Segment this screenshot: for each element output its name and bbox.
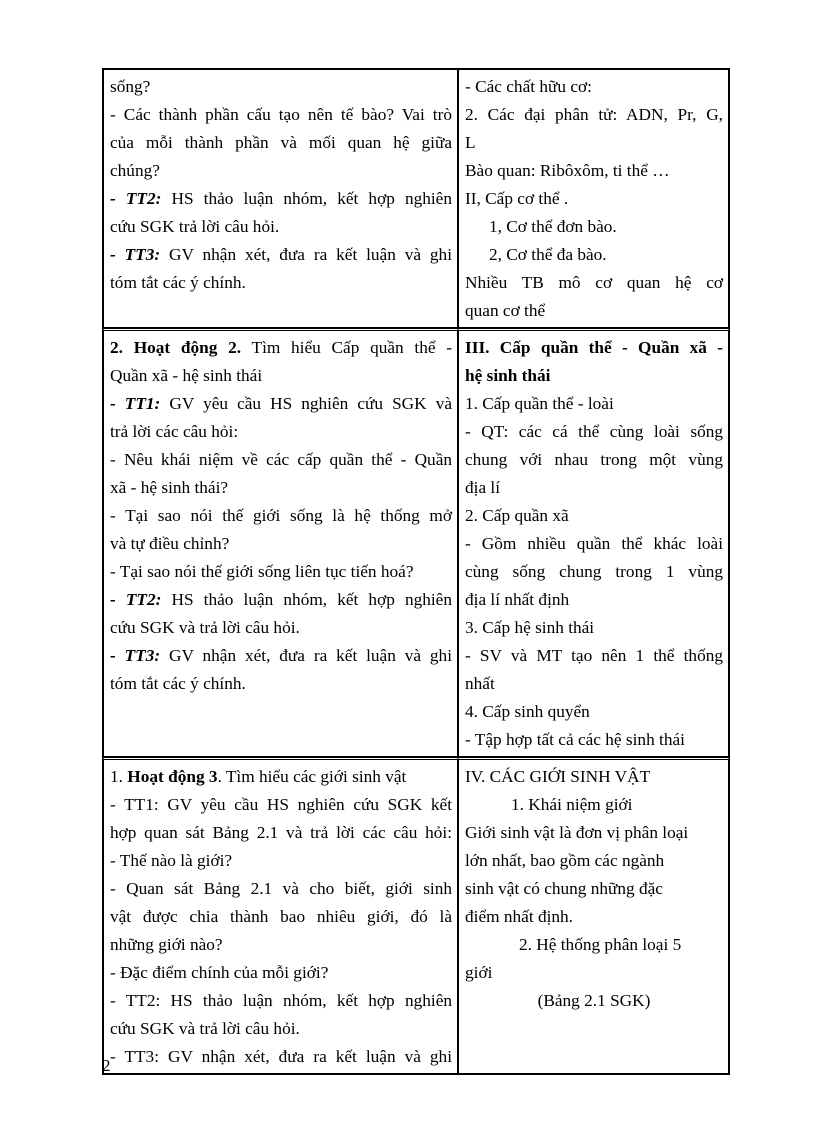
text-line [110,390,452,418]
step-text: GV nhận xét, đưa ra kết luận và ghi [160,245,452,264]
lesson-plan-table [102,68,730,1075]
text-line: - Đặc điểm chính của mỗi giới? [110,963,329,982]
text-line: - Nêu khái niệm về các cấp quần thể - Quần [110,450,452,469]
text-line: hợp quan sát Bảng 2.1 và trả lời các câu hỏi: [110,823,452,842]
content-cell [458,328,729,757]
text-line: 1. Khái niệm giới [511,795,633,814]
step-label: - TT2: [110,590,162,609]
text-line: địa lí nhất định [465,590,570,609]
text-line: - QT: các cá thể cùng loài sống [465,422,723,441]
activity-cell [103,328,458,757]
table-row [103,69,729,328]
text-line: - Quan sát Bảng 2.1 và cho biết, giới sinh [110,879,452,898]
text-line: 3. Cấp hệ sinh thái [465,618,595,637]
text-line: II, Cấp cơ thể . [465,189,569,208]
text-line: chúng? [110,161,160,180]
text-line: lớn nhất, bao gồm các ngành [465,851,665,870]
text-line: sinh vật có chung những đặc [465,879,663,898]
text-line: cứu SGK trả lời câu hỏi. [110,217,280,236]
text-line: chung với nhau trong một vùng [465,450,723,469]
text-line: trả lời các câu hỏi: [110,422,239,441]
text-line: cứu SGK và trả lời câu hỏi. [110,618,300,637]
text-line: điểm nhất định. [465,907,573,926]
step-text: GV nhận xét, đưa ra kết luận và ghi [160,646,452,665]
content-cell [458,757,729,1074]
text-line: - TT3: GV nhận xét, đưa ra kết luận và ghi [110,1047,452,1066]
text-line: vật được chia thành bao nhiêu giới, đó là [110,907,452,926]
text-line: tóm tắt các ý chính. [110,674,246,693]
text-line: - Tại sao nói thế giới sống liên tục tiến hoá? [110,562,414,581]
step-label: - TT1: [110,394,161,413]
text-line: Nhiều TB mô cơ quan hệ cơ [465,273,723,292]
activity-number: 1. [110,767,128,786]
table-row [103,328,729,757]
text-line: - TT2: HS thảo luận nhóm, kết hợp nghiên [110,991,452,1010]
text-line: những giới nào? [110,935,223,954]
text-line: - Tại sao nói thế giới sống là hệ thống mở [110,506,452,525]
text-line [110,642,452,670]
step-label: - TT3: [110,245,161,264]
text-line: tóm tắt các ý chính. [110,273,246,292]
section-heading: III. Cấp quần thể - Quần xã - [465,338,723,357]
text-line: (Bảng 2.1 SGK) [537,991,651,1010]
step-label: - TT3: [110,646,161,665]
text-line: cứu SGK và trả lời câu hỏi. [110,1019,300,1038]
text-line: L [465,133,476,152]
text-line: - Các thành phần cấu tạo nên tế bào? Vai trò [110,105,452,124]
activity-cell [103,757,458,1074]
text-line: sống? [110,77,151,96]
text-line: Giới sinh vật là đơn vị phân loại [465,823,689,842]
section-heading: IV. CÁC GIỚI SINH VẬT [465,767,651,786]
activity-title: Tìm hiểu Cấp quần thể - [241,338,452,357]
step-text: HS thảo luận nhóm, kết hợp nghiên [161,590,452,609]
text-line: - Gồm nhiều quần thể khác loài [465,534,723,553]
text-line [110,185,452,213]
text-line [110,334,452,362]
step-text: GV yêu cầu HS nghiên cứu SGK và [160,394,453,413]
activity-title: . Tìm hiểu các giới sinh vật [217,767,407,786]
text-line: cùng sống chung trong 1 vùng [465,562,723,581]
text-line: địa lí [465,478,501,497]
text-line [110,241,452,269]
text-line: quan cơ thể [465,301,546,320]
section-heading: hệ sinh thái [465,366,551,385]
step-label: - TT2: [110,189,162,208]
page-number: 2 [102,1056,111,1075]
text-line [110,586,452,614]
text-line: - SV và MT tạo nên 1 thể thống [465,646,723,665]
text-line: nhất [465,674,495,693]
table-row [103,757,729,1074]
text-line: giới [465,963,493,982]
text-line: của mỗi thành phần và mối quan hệ giữa [110,133,452,152]
activity-heading: 2. Hoạt động 2. [110,338,242,357]
text-line [110,763,452,791]
text-line: 2. Hệ thống phân loại 5 [519,935,682,954]
activity-cell [103,69,458,328]
text-line: 2, Cơ thể đa bào. [489,245,607,264]
step-text: HS thảo luận nhóm, kết hợp nghiên [161,189,452,208]
text-line: 4. Cấp sinh quyển [465,702,590,721]
text-line: 2. Các đại phân tử: ADN, Pr, G, [465,105,723,124]
text-line: - Thế nào là giới? [110,851,233,870]
text-line: - TT1: GV yêu cầu HS nghiên cứu SGK kết [110,795,452,814]
text-line: Bào quan: Ribôxôm, ti thể … [465,161,670,180]
text-line: - Các chất hữu cơ: [465,77,592,96]
text-line: 2. Cấp quần xã [465,506,569,525]
text-line: xã - hệ sinh thái? [110,478,229,497]
activity-heading: Hoạt động 3 [127,767,218,786]
text-line: 1. Cấp quần thể - loài [465,394,614,413]
text-line: - Tập hợp tất cả các hệ sinh thái [465,730,685,749]
text-line: Quần xã - hệ sinh thái [110,366,263,385]
text-line: và tự điều chỉnh? [110,534,230,553]
content-cell [458,69,729,328]
text-line: 1, Cơ thể đơn bào. [489,217,617,236]
